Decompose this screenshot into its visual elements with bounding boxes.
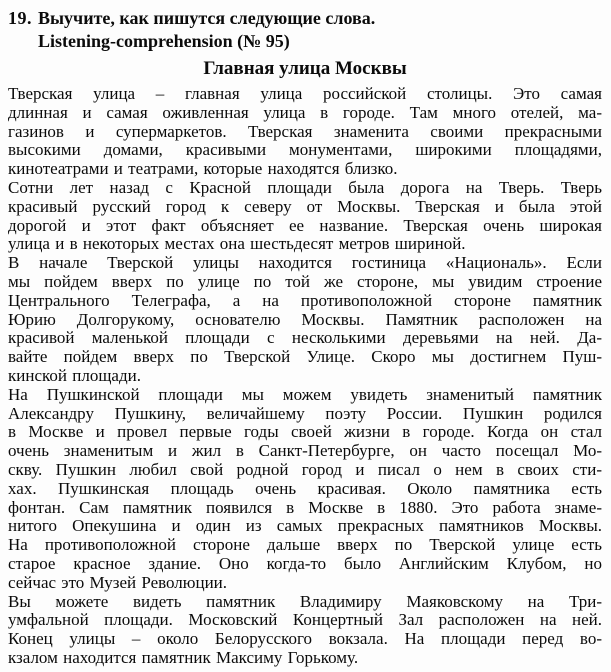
exercise-header-text: [38, 7, 602, 53]
text-body: [8, 85, 602, 668]
text-line: фонтан. Сам памятник появился в Москве в 1880. Это работа знаме-: [8, 497, 602, 517]
text-line: На Пушкинской площади мы можем увидеть знаменитый памятник: [8, 384, 602, 404]
text-line: Тверская улица – главная улица российской столицы. Это самая: [8, 84, 602, 103]
text-line: улица и в некоторых местах она шестьдесят метров шириной.: [8, 234, 466, 254]
text-line: умфальной площади. Московский Концертный Зал расположен на ней.: [8, 610, 602, 630]
text-line: Юрию Долгорукому, основателю Москвы. Памятник расположен на: [8, 309, 602, 329]
text-line: В начале Тверской улицы находится гостиница «Националь». Если: [8, 253, 602, 273]
text-line: На противоположной стороне дальше вверх по Тверской улице есть: [8, 535, 602, 555]
text-line: газинов и супермаркетов. Тверская знаменита своими прекрасными: [8, 121, 602, 141]
exercise-instruction: Выучите, как пишутся следующие слова.: [38, 8, 376, 28]
listening-reference: Listening-comprehension (№ 95): [38, 31, 290, 51]
paragraph: [8, 85, 602, 179]
text-line: Сотни лет назад с Красной площади была дорога на Тверь. Тверь: [8, 177, 602, 197]
text-line: сейчас это Музей Революции.: [8, 572, 228, 592]
paragraph: [8, 179, 602, 254]
text-line: высокими домами, красивыми монументами, широкими площадями,: [8, 140, 602, 160]
text-line: Конец улицы – около Белорусского вокзала. На площади перед во-: [8, 629, 602, 649]
text-line: в Москве и провел первые годы своей жизни в городе. Когда он стал: [8, 422, 602, 442]
exercise-number: 19.: [8, 8, 32, 28]
text-line: скву. Пушкин любил свой родной город и писал о нем в своих сти-: [8, 459, 602, 479]
text-line: хах. Пушкинская площадь очень красивая. Около памятника есть: [8, 478, 602, 498]
text-line: кинской площади.: [8, 365, 141, 385]
text-line: кинотеатрами и театрами, которые находятся близко.: [8, 159, 398, 179]
text-line: красивой маленькой площади с несколькими деревьями на ней. Да-: [8, 328, 602, 348]
text-line: Александру Пушкину, величайшему поэту России. Пушкин родился: [8, 403, 602, 423]
paragraph: [8, 254, 602, 386]
text-line: очень знаменитым и жил в Санкт-Петербурге, он часто посещал Мо-: [8, 441, 602, 461]
text-title: Главная улица Москвы: [203, 58, 407, 79]
text-line: красивый русский город к северу от Москвы. Тверская и была этой: [8, 196, 602, 216]
text-line: длинная и самая оживленная улица в городе. Там много отелей, ма-: [8, 102, 602, 122]
paragraph: [8, 386, 602, 593]
text-line: мы пойдем вверх по улице по той же стороне, мы увидим строение: [8, 271, 602, 291]
text-line: вайте пойдем вверх по Тверской Улице. Скоро мы достигнем Пуш-: [8, 347, 602, 367]
text-line: кзалом находится памятник Максиму Горькому.: [8, 647, 359, 667]
text-line: Вы можете видеть памятник Владимиру Маяковскому на Три-: [8, 591, 602, 611]
text-line: нитого Опекушина и один из самых прекрасных памятников Москвы.: [8, 516, 602, 536]
text-line: Центрального Телеграфа, а на противоположной стороне памятник: [8, 290, 602, 310]
text-line: дорогой и этот факт объясняет ее название. Тверская очень широкая: [8, 215, 602, 235]
paragraph: [8, 593, 602, 668]
exercise-header: [8, 7, 602, 53]
text-line: старое красное здание. Оно когда-то было Английским Клубом, но: [8, 553, 602, 573]
